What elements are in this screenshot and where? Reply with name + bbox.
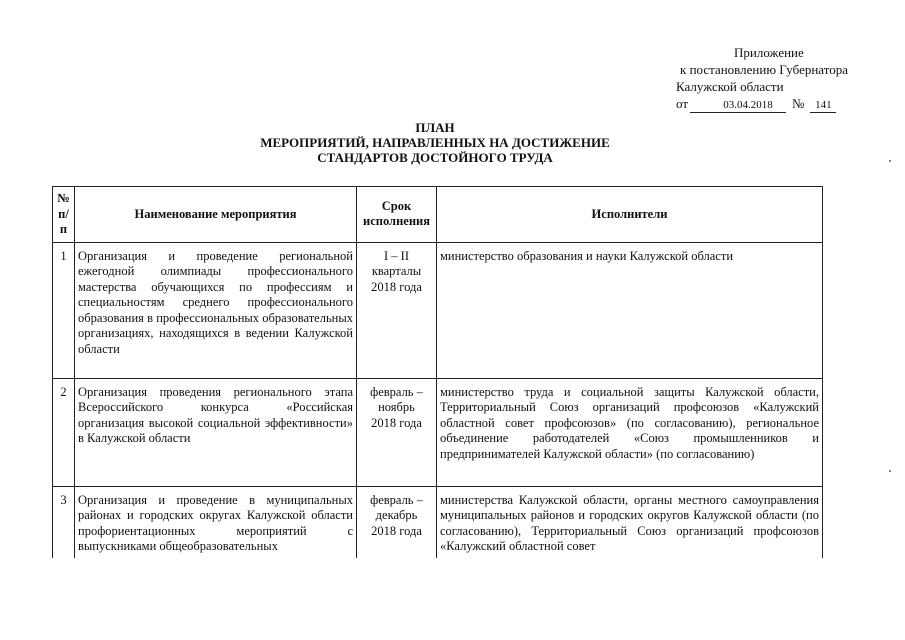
row-executors: министерство образования и науки Калужской области xyxy=(437,242,823,378)
row-event: Организация проведения регионального этапа Всероссийского конкурса «Российская организация высокой социальной эффективности» в Калужской области xyxy=(75,378,357,486)
row-event: Организация и проведение региональной ежегодной олимпиады профессионального мастерства обучающихся по профессиям и специальностям среднего профессионального образования в профессиональных образовательных организациях, находящихся в ведении Калужской области xyxy=(75,242,357,378)
row-term-line-1: I – II xyxy=(384,248,409,263)
appendix-line-2: к постановлению Губернатора xyxy=(680,62,849,77)
table-row xyxy=(53,242,823,378)
row-event: Организация и проведение в муниципальных районах и городских округах Калужской области профориентационных мероприятий с выпускниками общеобразовательных xyxy=(75,486,357,558)
row-term-line-3: 2018 года xyxy=(371,523,422,538)
document-title xyxy=(0,120,870,165)
title-line-3: СТАНДАРТОВ ДОСТОЙНОГО ТРУДА xyxy=(317,150,553,165)
header-num xyxy=(53,187,75,243)
row-executors: министерства Калужской области, органы местного самоуправления муниципальных районов и городских округов Калужской области (по согласованию), Территориальный Союз организаций профсоюзов «Калужский областной совет xyxy=(437,486,823,558)
row-term xyxy=(357,242,437,378)
from-label: от xyxy=(676,96,689,111)
decree-date: 03.04.2018 xyxy=(690,98,786,113)
title-line-1: ПЛАН xyxy=(415,120,455,135)
decree-number: 141 xyxy=(810,98,836,113)
row-num: 2 xyxy=(53,378,75,486)
number-label: № xyxy=(792,96,805,111)
row-num: 1 xyxy=(53,242,75,378)
scan-speck xyxy=(889,160,891,162)
header-num-line-2: п/п xyxy=(58,206,69,236)
plan-table xyxy=(52,186,823,558)
table-row xyxy=(53,486,823,558)
row-term-line-1: февраль – xyxy=(370,384,423,399)
row-term xyxy=(357,486,437,558)
row-term-line-2: кварталы xyxy=(371,264,422,278)
table-row xyxy=(53,378,823,486)
header-event: Наименование мероприятия xyxy=(75,187,357,243)
row-term-line-3: 2018 года xyxy=(371,415,422,430)
header-term xyxy=(357,187,437,243)
header-executors: Исполнители xyxy=(437,187,823,243)
appendix-line-4 xyxy=(676,95,848,113)
header-term-line-1: Срок xyxy=(381,198,412,213)
table-header-row xyxy=(53,187,823,243)
title-line-2: МЕРОПРИЯТИЙ, НАПРАВЛЕННЫХ НА ДОСТИЖЕНИЕ xyxy=(260,135,610,150)
scan-speck xyxy=(889,470,891,472)
row-term-line-2: декабрь xyxy=(375,508,418,522)
row-term-line-3: 2018 года xyxy=(371,279,422,294)
appendix-line-1: Приложение xyxy=(734,45,804,60)
header-term-line-2: исполнения xyxy=(363,214,430,229)
row-num: 3 xyxy=(53,486,75,558)
appendix-line-3: Калужской области xyxy=(676,79,784,94)
row-term xyxy=(357,378,437,486)
row-term-line-2: ноябрь xyxy=(378,400,415,414)
row-term-line-1: февраль – xyxy=(370,492,423,507)
header-num-line-1: № xyxy=(57,191,70,205)
appendix-block xyxy=(676,44,848,113)
row-executors: министерство труда и социальной защиты Калужской области, Территориальный Союз организаций профсоюзов «Калужский областной совет профсоюзов» (по согласованию), региональное объединение работодателей «Союз промышленников и предпринимателей Калужской области» (по согласованию) xyxy=(437,378,823,486)
